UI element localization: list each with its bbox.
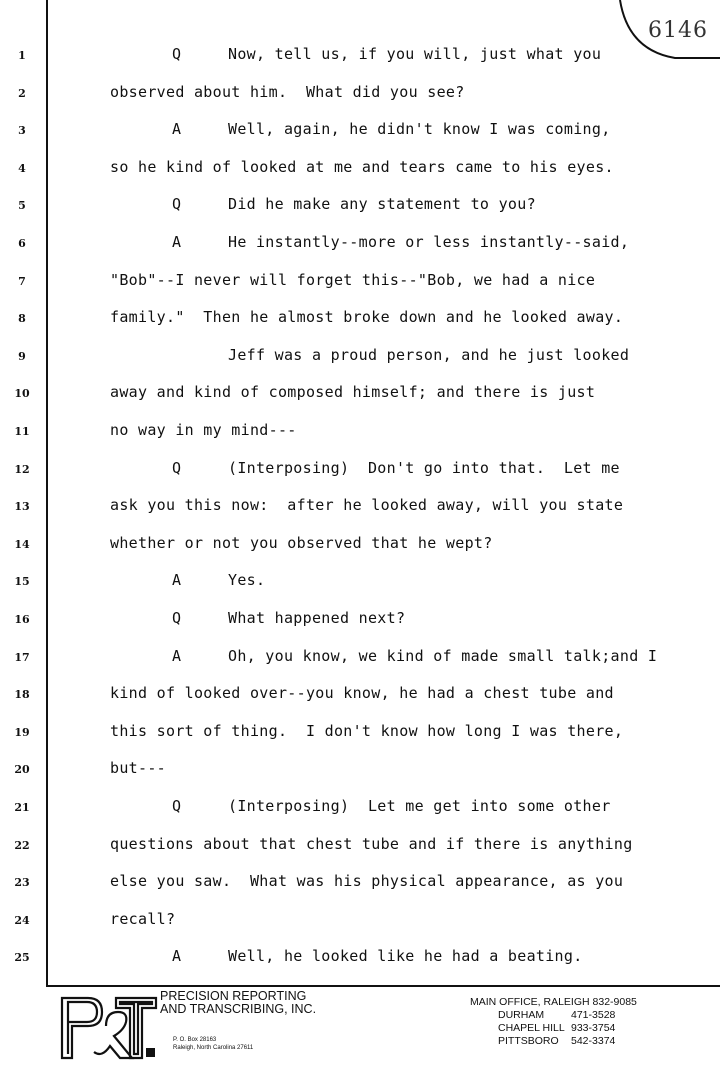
transcript-line: Q Now, tell us, if you will, just what you	[172, 45, 602, 63]
office-row	[498, 1035, 641, 1048]
transcript-line: Q (Interposing) Let me get into some other	[172, 797, 611, 815]
line-number: 24	[14, 913, 30, 927]
company-line2: AND TRANSCRIBING, INC.	[160, 1002, 317, 1016]
line-number: 17	[14, 650, 30, 664]
transcript-line: Q (Interposing) Don't go into that. Let me	[172, 458, 620, 477]
line-number: 20	[14, 763, 30, 777]
line-number: 1	[18, 49, 26, 62]
pobox-line2: Raleigh, North Carolina 27611	[173, 1045, 254, 1051]
office-row	[498, 1022, 641, 1035]
line-number: 16	[14, 613, 30, 626]
pt-logo	[58, 992, 158, 1060]
transcript-line: Q What happened next?	[172, 609, 406, 627]
line-number: 7	[18, 274, 26, 288]
transcript-line: family." Then he almost broke down and he looked away.	[110, 308, 624, 327]
transcript-line: no way in my mind---	[110, 421, 297, 439]
line-number: 18	[14, 688, 30, 702]
line-number: 22	[14, 838, 30, 852]
po-box-address	[173, 1036, 253, 1052]
line-number: 5	[18, 199, 26, 213]
transcript-line: A Yes.	[172, 571, 266, 590]
line-number: 21	[14, 801, 30, 814]
office-city: DURHAM	[498, 1009, 545, 1021]
transcript-line: A He instantly--more or less instantly--said,	[172, 233, 630, 251]
company-name	[160, 990, 316, 1016]
transcript-line: "Bob"--I never will forget this--"Bob, we had a nice	[110, 270, 596, 289]
office-phone: 471-3528	[571, 1009, 616, 1021]
main-office: MAIN OFFICE, RALEIGH 832-9085	[470, 996, 637, 1008]
transcript-line: else you saw. What was his physical appearance, as you	[110, 872, 624, 891]
line-number: 11	[14, 425, 30, 438]
line-number: 25	[14, 951, 30, 965]
transcript-line: recall?	[110, 909, 176, 928]
line-number: 12	[14, 462, 30, 476]
line-number: 19	[14, 725, 30, 739]
office-phone: 542-3374	[571, 1035, 616, 1047]
transcript-line: A Oh, you know, we kind of made small talk;and I	[172, 646, 658, 665]
office-list	[470, 996, 641, 1048]
transcript-line: Jeff was a proud person, and he just looked	[172, 345, 630, 364]
company-line1: PRECISION REPORTING	[160, 989, 307, 1003]
transcript-line: ask you this now: after he looked away, will you state	[110, 496, 624, 515]
transcript-line: this sort of thing. I don't know how long I was there,	[110, 721, 624, 740]
line-number: 8	[18, 312, 26, 326]
line-number: 2	[18, 86, 26, 100]
office-city: PITTSBORO	[498, 1035, 559, 1047]
transcript-line: questions about that chest tube and if there is anything	[110, 834, 633, 853]
line-number: 13	[14, 500, 30, 514]
office-row	[498, 1009, 641, 1022]
transcript-line: but---	[110, 759, 166, 778]
transcript-line: whether or not you observed that he wept?	[110, 533, 493, 552]
corner-curve	[0, 0, 720, 80]
transcript-line: away and kind of composed himself; and there is just	[110, 383, 596, 402]
transcript-line: A Well, he looked like he had a beating.	[172, 947, 583, 966]
page-number: 6146	[648, 18, 708, 43]
line-number: 3	[18, 124, 26, 138]
pobox-line1: P. O. Box 28163	[173, 1037, 217, 1043]
office-city: CHAPEL HILL	[498, 1022, 565, 1034]
line-number: 23	[14, 876, 30, 890]
line-number: 15	[14, 575, 30, 589]
line-number: 6	[18, 237, 26, 250]
transcript-line: Q Did he make any statement to you?	[172, 195, 536, 214]
line-number: 4	[18, 161, 26, 175]
transcript-line: kind of looked over--you know, he had a chest tube and	[110, 684, 614, 703]
transcript-line: so he kind of looked at me and tears came to his eyes.	[110, 157, 614, 176]
transcript-line: A Well, again, he didn't know I was coming,	[172, 120, 611, 139]
office-phone: 933-3754	[571, 1022, 616, 1034]
transcript-line: observed about him. What did you see?	[110, 82, 465, 101]
line-number: 14	[14, 537, 30, 551]
footer	[0, 990, 720, 1077]
line-number: 9	[18, 349, 26, 363]
line-number: 10	[14, 387, 30, 401]
